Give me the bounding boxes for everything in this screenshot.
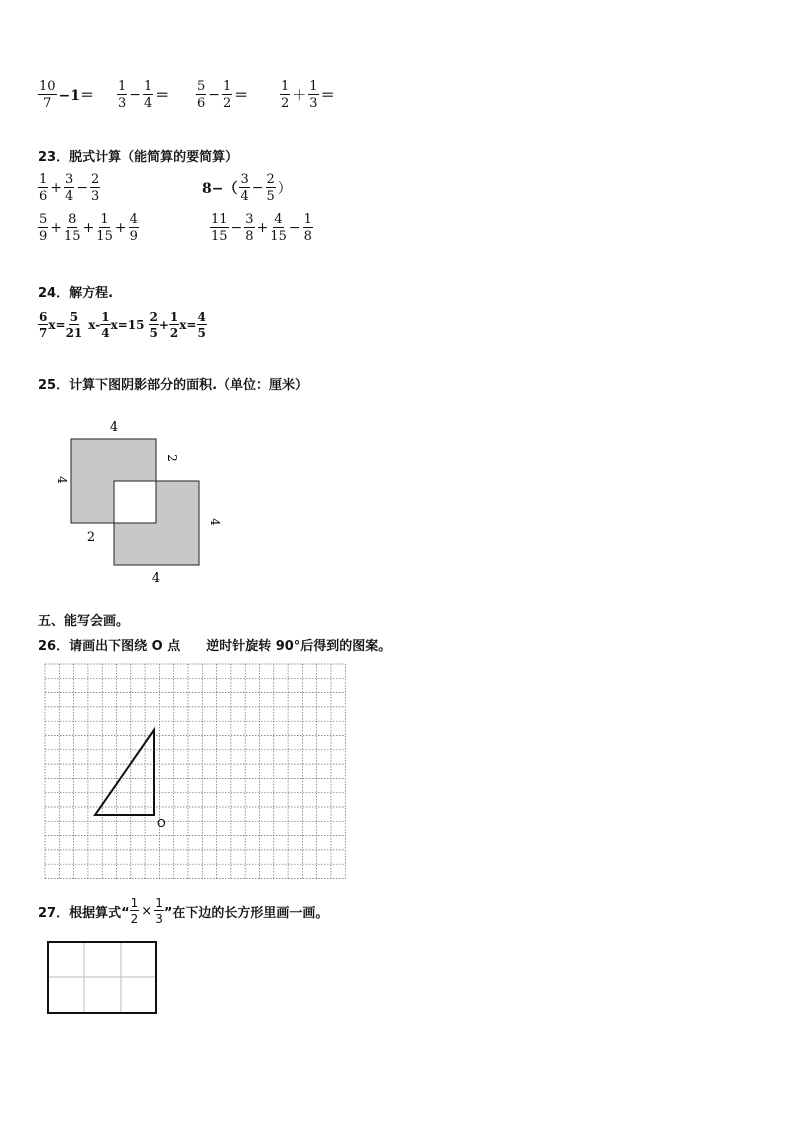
operator: − xyxy=(208,87,221,103)
equation-text: x= xyxy=(179,318,197,332)
fraction: $\frac{11}{15}$ xyxy=(211,212,228,244)
fraction: $\frac{3}{4}$ xyxy=(65,172,74,204)
top-expr-3 xyxy=(196,80,250,110)
fraction: $\frac{1}{2}$ xyxy=(130,896,139,926)
operator: + xyxy=(114,220,127,236)
q27-title xyxy=(38,897,328,925)
fraction: $\frac{5}{9}$ xyxy=(39,212,48,244)
q23-expr-1 xyxy=(38,173,100,203)
q27-title-end: ”在下边的长方形里画一画。 xyxy=(163,905,329,921)
fraction: $\frac{4}{5}$ xyxy=(197,310,206,340)
fraction: $\frac{2}{3}$ xyxy=(91,172,100,204)
q25-title: 25．计算下图阴影部分的面积.（单位：厘米） xyxy=(38,378,309,393)
fraction: $\frac{6}{7}$ xyxy=(39,310,48,340)
fraction: $\frac{1}{3}$ xyxy=(155,896,163,926)
operator: − xyxy=(288,220,301,236)
label-top: 4 xyxy=(109,420,119,435)
operator: − xyxy=(251,180,264,196)
operator: + xyxy=(256,220,269,236)
operator: ＋ xyxy=(292,88,307,104)
fraction: $\frac{1}{8}$ xyxy=(303,212,312,244)
q26-title: 26．请画出下图绕 O 点 逆时针旋转 90°后得到的图案。 xyxy=(38,639,392,654)
operator: × xyxy=(141,903,153,919)
operator: − xyxy=(76,180,89,196)
operator: + xyxy=(158,318,169,332)
equation-text: x= xyxy=(48,318,66,332)
section5-title: 五、能写会画。 xyxy=(38,614,130,629)
point-o-label: O xyxy=(157,817,166,830)
fraction: $\frac{8}{15}$ xyxy=(64,212,81,244)
operator: ） xyxy=(277,181,292,197)
overlap-white-square xyxy=(114,481,156,523)
operator: 8−（ xyxy=(202,181,238,197)
fraction: $\frac{1}{6}$ xyxy=(39,172,48,204)
fraction: $\frac{10}{7}$ xyxy=(39,79,56,111)
fraction: $\frac{1}{3}$ xyxy=(309,79,318,111)
top-expr-4 xyxy=(280,80,337,110)
q23-expr-3 xyxy=(38,213,139,243)
fraction: $\frac{2}{5}$ xyxy=(266,172,275,204)
operator: −1＝ xyxy=(58,88,95,104)
top-expr-1 xyxy=(38,80,96,110)
q24-title: 24．解方程. xyxy=(38,286,114,301)
fraction: $\frac{1}{3}$ xyxy=(118,79,127,111)
label-left: 4 xyxy=(55,476,69,484)
operator: − xyxy=(230,220,243,236)
q24-equations xyxy=(38,311,207,339)
equation-text: x- xyxy=(88,318,101,332)
operator: + xyxy=(82,220,95,236)
q23-expr-4 xyxy=(210,213,313,243)
label-right-lower: 4 xyxy=(208,518,222,526)
fraction: $\frac{1}{15}$ xyxy=(96,212,113,244)
fraction: $\frac{4}{15}$ xyxy=(270,212,287,244)
operator: − xyxy=(129,87,142,103)
equals-sign: ＝ xyxy=(155,88,170,104)
grid-paper xyxy=(40,660,350,882)
fraction: $\frac{1}{4}$ xyxy=(101,310,110,340)
shaded-squares-figure xyxy=(40,410,240,590)
label-bottom-left: 2 xyxy=(86,530,96,545)
equals-sign: ＝ xyxy=(320,88,335,104)
label-bottom: 4 xyxy=(151,571,161,586)
drawing-rectangle[interactable] xyxy=(46,940,160,1016)
grid-lines xyxy=(45,664,345,879)
q27-title-start: 27．根据算式“ xyxy=(38,905,130,921)
fraction: $\frac{4}{9}$ xyxy=(129,212,138,244)
equals-sign: ＝ xyxy=(234,88,249,104)
fraction: $\frac{2}{5}$ xyxy=(149,310,158,340)
label-right-upper: 2 xyxy=(165,454,179,462)
fraction: $\frac{1}{2}$ xyxy=(223,79,232,111)
operator: + xyxy=(50,180,63,196)
fraction: $\frac{3}{8}$ xyxy=(245,212,254,244)
fraction: $\frac{5}{21}$ xyxy=(65,310,83,340)
equation-text: x=15 xyxy=(110,318,145,332)
q23-title: 23．脱式计算（能简算的要简算） xyxy=(38,150,239,165)
fraction: $\frac{1}{2}$ xyxy=(169,310,179,340)
operator: + xyxy=(50,220,63,236)
fraction: $\frac{3}{4}$ xyxy=(240,172,249,204)
fraction: $\frac{5}{6}$ xyxy=(197,79,206,111)
fraction: $\frac{1}{4}$ xyxy=(144,79,153,111)
fraction: $\frac{1}{2}$ xyxy=(281,79,290,111)
q23-expr-2 xyxy=(200,173,294,203)
top-expr-2 xyxy=(117,80,171,110)
